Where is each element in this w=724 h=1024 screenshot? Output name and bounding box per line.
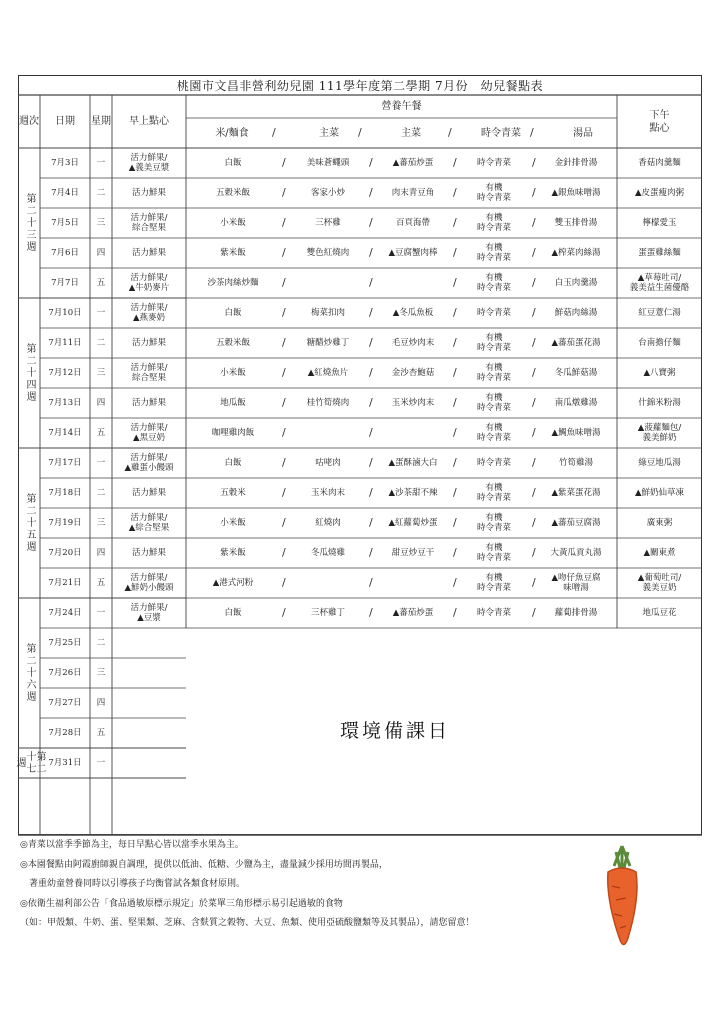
snack-cell: ▲鮮奶仙草凍 <box>634 488 685 498</box>
header-date: 日期 <box>55 116 75 127</box>
separator-slash: / <box>282 216 286 229</box>
separator-slash: / <box>369 396 373 409</box>
snack-cell: 地瓜豆花 <box>642 608 677 618</box>
soup-cell: 雙玉排骨湯 <box>554 218 598 228</box>
breakfast-cell: 活力鮮果/ ▲義美豆漿 <box>128 153 170 173</box>
header-sub: 湯品 <box>573 127 593 139</box>
snack-cell: ▲葡萄吐司/ 義美豆奶 <box>637 573 682 593</box>
date-cell: 7月17日 <box>48 458 82 468</box>
page-title: 桃園市文昌非營利幼兒園 111學年度第二學期 7月份 幼兒餐點表 <box>176 79 544 93</box>
breakfast-cell: 活力鮮果/ 綜合堅果 <box>130 363 168 383</box>
header-snack: 下午 點心 <box>649 109 670 134</box>
vegetable-cell: 有機 時令青菜 <box>476 273 511 293</box>
main-dish-cell: ▲冬瓜魚板 <box>392 308 434 318</box>
vegetable-cell: 有機 時令青菜 <box>476 573 511 593</box>
weekday-cell: 四 <box>96 398 106 408</box>
rice-cell: 白飯 <box>224 158 242 168</box>
main-dish-cell: 金沙杏鮑菇 <box>391 368 435 378</box>
separator-slash: / <box>453 576 457 589</box>
vegetable-cell: 時令青菜 <box>476 608 511 618</box>
main-dish-cell: 三杯雞丁 <box>310 608 345 618</box>
snack-cell: 紅豆薏仁湯 <box>638 308 681 318</box>
snack-cell: 香菇肉羹麵 <box>638 158 681 168</box>
separator-slash: / <box>282 366 286 379</box>
vegetable-cell: 時令青菜 <box>476 158 511 168</box>
rice-cell: 白飯 <box>224 608 242 618</box>
vegetable-cell: 有機 時令青菜 <box>476 363 511 383</box>
header-weekday: 星期 <box>91 116 111 127</box>
separator-slash: / <box>453 216 457 229</box>
weekday-cell: 三 <box>96 218 106 228</box>
rice-cell: 五穀米飯 <box>215 188 250 198</box>
soup-cell: 大黃瓜貢丸湯 <box>550 548 602 558</box>
main-dish-cell: 咕咾肉 <box>315 458 341 468</box>
weekday-cell: 三 <box>96 668 106 678</box>
snack-cell: ▲關東煮 <box>643 548 676 558</box>
vegetable-cell: 有機 時令青菜 <box>476 333 511 353</box>
main-dish-cell: ▲紅蘿蔔炒蛋 <box>388 518 438 528</box>
header-sub: 時令青菜 <box>481 127 521 139</box>
notes <box>20 836 620 934</box>
weekday-cell: 五 <box>96 428 106 438</box>
note-line: （如：甲殼類、牛奶、蛋、堅果類、芝麻、含麩質之穀物、大豆、魚類、使用亞硫酸鹽類等及其製品），請您留意！ <box>20 918 475 928</box>
breakfast-cell: 活力鮮果/ ▲豆漿 <box>130 603 168 623</box>
date-cell: 7月3日 <box>51 158 79 168</box>
main-dish-cell: 糖醋炒雞丁 <box>306 338 350 348</box>
separator-slash: / <box>532 366 536 379</box>
separator-slash: / <box>369 576 373 589</box>
main-dish-cell <box>373 268 453 298</box>
soup-cell: 蘿蔔排骨湯 <box>554 608 598 618</box>
date-cell: 7月26日 <box>48 668 82 678</box>
separator-slash: / <box>453 336 457 349</box>
vegetable-cell: 有機 時令青菜 <box>476 423 511 443</box>
separator-slash: / <box>369 486 373 499</box>
separator-slash: / <box>369 546 373 559</box>
main-dish-cell <box>285 418 371 448</box>
separator-slash: / <box>272 126 276 139</box>
separator-slash: / <box>282 486 286 499</box>
vegetable-cell: 有機 時令青菜 <box>476 183 511 203</box>
date-cell: 7月25日 <box>48 638 82 648</box>
soup-cell: ▲紫菜蛋花湯 <box>551 488 601 498</box>
date-cell: 7月13日 <box>48 398 82 408</box>
separator-slash: / <box>532 546 536 559</box>
vegetable-cell: 有機 時令青菜 <box>476 543 511 563</box>
separator-slash: / <box>453 276 457 289</box>
main-dish-cell: 紅燒肉 <box>315 518 341 528</box>
separator-slash: / <box>453 606 457 619</box>
separator-slash: / <box>453 516 457 529</box>
separator-slash: / <box>369 366 373 379</box>
main-dish-cell <box>373 418 453 448</box>
separator-slash: / <box>282 426 286 439</box>
soup-cell: ▲榨菜肉絲湯 <box>551 248 601 258</box>
main-dish-cell <box>285 568 371 598</box>
date-cell: 7月7日 <box>51 278 79 288</box>
note-line: ◎依衛生福利部公告「食品過敏原標示規定」於菜單三角形標示易引起過敏的食物 <box>20 898 343 909</box>
weekday-cell: 四 <box>96 698 106 708</box>
rice-cell: 白飯 <box>224 458 242 468</box>
rice-cell: 五穀米飯 <box>215 338 250 348</box>
weekday-cell: 二 <box>96 488 106 498</box>
separator-slash: / <box>532 156 536 169</box>
date-cell: 7月31日 <box>48 758 82 768</box>
snack-cell: 檸檬愛玉 <box>642 218 677 228</box>
main-dish-cell: ▲蛋酥滷大白 <box>388 458 438 468</box>
week-label: 第二十六週 <box>24 643 35 703</box>
separator-slash: / <box>532 306 536 319</box>
breakfast-cell: 活力鮮果 <box>131 548 166 558</box>
vegetable-cell: 有機 時令青菜 <box>476 483 511 503</box>
weekday-cell: 五 <box>96 278 106 288</box>
week-label: 第二十四週 <box>24 343 35 403</box>
breakfast-cell: 活力鮮果 <box>131 338 166 348</box>
breakfast-cell: 活力鮮果 <box>131 488 166 498</box>
separator-slash: / <box>532 486 536 499</box>
separator-slash: / <box>453 426 457 439</box>
date-cell: 7月20日 <box>48 548 82 558</box>
header-lunch: 營養午餐 <box>381 101 422 112</box>
rice-cell: 小米飯 <box>220 368 246 378</box>
main-dish-cell: 毛豆炒肉末 <box>391 338 435 348</box>
separator-slash: / <box>369 306 373 319</box>
weekday-cell: 一 <box>96 308 106 318</box>
snack-cell: 廣東粥 <box>646 518 673 528</box>
main-dish-cell: 肉末青豆角 <box>391 188 435 198</box>
separator-slash: / <box>282 246 286 259</box>
separator-slash: / <box>532 336 536 349</box>
rice-cell: 五穀米 <box>220 488 246 498</box>
environment-prep-day: 環境備課日 <box>340 720 451 742</box>
separator-slash: / <box>282 276 286 289</box>
soup-cell: ▲蕃茄蛋花湯 <box>551 338 601 348</box>
breakfast-cell: 活力鮮果 <box>131 398 166 408</box>
main-dish-cell: 玉米炒肉末 <box>391 398 435 408</box>
rice-cell: 紫米飯 <box>220 548 246 558</box>
soup-cell: 白玉肉羹湯 <box>554 278 598 288</box>
breakfast-cell: 活力鮮果/ ▲黑豆奶 <box>130 423 168 443</box>
breakfast-cell: 活力鮮果/ ▲鮮奶小饅頭 <box>124 573 174 593</box>
breakfast-cell: 活力鮮果/ ▲綜合堅果 <box>128 513 170 533</box>
header-breakfast: 早上點心 <box>129 116 169 127</box>
rice-cell: 紫米飯 <box>220 248 246 258</box>
separator-slash: / <box>532 186 536 199</box>
separator-slash: / <box>282 606 286 619</box>
breakfast-cell: 活力鮮果 <box>131 188 166 198</box>
date-cell: 7月14日 <box>48 428 82 438</box>
main-dish-cell: ▲蕃茄炒蛋 <box>392 608 434 618</box>
weekday-cell: 一 <box>96 608 106 618</box>
soup-cell: ▲銀魚味噌湯 <box>551 188 601 198</box>
date-cell: 7月24日 <box>48 608 82 618</box>
weekday-cell: 一 <box>96 158 106 168</box>
main-dish-cell <box>373 568 453 598</box>
separator-slash: / <box>532 576 536 589</box>
separator-slash: / <box>532 456 536 469</box>
date-cell: 7月28日 <box>48 728 82 738</box>
separator-slash: / <box>282 456 286 469</box>
snack-cell: 綠豆地瓜湯 <box>638 458 681 468</box>
week-label: 第二十三週 <box>24 193 35 253</box>
snack-cell: 什錦米粉湯 <box>638 398 681 408</box>
main-dish-cell: 美味蒼蠅頭 <box>306 158 350 168</box>
separator-slash: / <box>282 516 286 529</box>
vegetable-cell: 時令青菜 <box>476 458 511 468</box>
separator-slash: / <box>282 336 286 349</box>
weekday-cell: 二 <box>96 188 106 198</box>
header-week: 週次 <box>19 116 39 127</box>
separator-slash: / <box>453 156 457 169</box>
weekday-cell: 五 <box>96 578 106 588</box>
rice-cell: 咖哩雞肉飯 <box>211 428 255 438</box>
separator-slash: / <box>369 336 373 349</box>
date-cell: 7月21日 <box>48 578 82 588</box>
breakfast-cell: 活力鮮果/ ▲雞蛋小饅頭 <box>124 453 174 473</box>
snack-cell: ▲八寶粥 <box>643 368 676 378</box>
rice-cell: 白飯 <box>224 308 242 318</box>
breakfast-cell: 活力鮮果/ 綜合堅果 <box>130 213 168 233</box>
weekday-cell: 五 <box>96 728 106 738</box>
vegetable-cell: 有機 時令青菜 <box>476 213 511 233</box>
header-sub: 主菜 <box>319 127 339 139</box>
vegetable-cell: 有機 時令青菜 <box>476 393 511 413</box>
separator-slash: / <box>282 576 286 589</box>
date-cell: 7月6日 <box>51 248 79 258</box>
main-dish-cell: 百頁海帶 <box>395 218 430 228</box>
separator-slash: / <box>282 156 286 169</box>
soup-cell: ▲吻仔魚豆腐 味噌湯 <box>551 573 601 593</box>
separator-slash: / <box>453 366 457 379</box>
main-dish-cell: 客家小炒 <box>310 188 345 198</box>
weekday-cell: 四 <box>96 248 106 258</box>
rice-cell: 沙茶肉絲炒麵 <box>207 278 259 288</box>
separator-slash: / <box>453 396 457 409</box>
main-dish-cell: 甜豆炒豆干 <box>391 548 435 558</box>
separator-slash: / <box>282 186 286 199</box>
date-cell: 7月4日 <box>51 188 79 198</box>
soup-cell: 冬瓜鮮菇湯 <box>554 368 598 378</box>
separator-slash: / <box>453 186 457 199</box>
main-dish-cell: ▲沙茶甜不辣 <box>388 488 438 498</box>
breakfast-cell: 活力鮮果/ ▲燕麥奶 <box>130 303 168 323</box>
date-cell: 7月27日 <box>48 698 82 708</box>
date-cell: 7月5日 <box>51 218 79 228</box>
vegetable-cell: 有機 時令青菜 <box>476 513 511 533</box>
snack-cell: ▲皮蛋瘦肉粥 <box>634 188 685 198</box>
soup-cell: 南瓜燉雞湯 <box>554 398 598 408</box>
main-dish-cell: 桂竹筍燒肉 <box>306 398 350 408</box>
rice-cell: 小米飯 <box>220 518 246 528</box>
separator-slash: / <box>532 606 536 619</box>
main-dish-cell: 玉米肉末 <box>310 488 345 498</box>
weekday-cell: 三 <box>96 518 106 528</box>
header-sub: 主菜 <box>401 127 421 139</box>
week-label: 第二十七週 <box>14 751 45 775</box>
separator-slash: / <box>453 246 457 259</box>
breakfast-cell: 活力鮮果 <box>131 248 166 258</box>
soup-cell: 鮮菇肉絲湯 <box>554 308 598 318</box>
separator-slash: / <box>453 456 457 469</box>
main-dish-cell: ▲紅燒魚片 <box>307 368 349 378</box>
soup-cell: 金針排骨湯 <box>554 158 598 168</box>
main-dish-cell: ▲蕃茄炒蛋 <box>392 158 434 168</box>
soup-cell: ▲蕃茄豆腐湯 <box>551 518 601 528</box>
weekday-cell: 四 <box>96 548 106 558</box>
weekday-cell: 三 <box>96 368 106 378</box>
date-cell: 7月12日 <box>48 368 82 378</box>
vegetable-cell: 有機 時令青菜 <box>476 243 511 263</box>
separator-slash: / <box>369 426 373 439</box>
separator-slash: / <box>532 276 536 289</box>
main-dish-cell: 雙色紅燒肉 <box>306 248 350 258</box>
main-dish-cell: 冬瓜燒雞 <box>310 548 345 558</box>
weekday-cell: 二 <box>96 338 106 348</box>
separator-slash: / <box>369 216 373 229</box>
separator-slash: / <box>369 186 373 199</box>
soup-cell: 竹筍雞湯 <box>558 458 593 468</box>
weekday-cell: 二 <box>96 638 106 648</box>
date-cell: 7月11日 <box>48 338 82 348</box>
separator-slash: / <box>369 456 373 469</box>
separator-slash: / <box>369 276 373 289</box>
snack-cell: 台南擔仔麵 <box>638 338 681 348</box>
separator-slash: / <box>532 396 536 409</box>
main-dish-cell: 三杯雞 <box>315 218 341 228</box>
rice-cell: 小米飯 <box>220 218 246 228</box>
date-cell: 7月10日 <box>48 308 82 318</box>
date-cell: 7月18日 <box>48 488 82 498</box>
main-dish-cell: ▲豆腐蟹肉棒 <box>388 248 438 258</box>
rice-cell: 地瓜飯 <box>220 398 246 408</box>
date-cell: 7月19日 <box>48 518 82 528</box>
snack-cell: ▲菠蘿麵包/ 義美鮮奶 <box>637 423 682 443</box>
separator-slash: / <box>448 126 452 139</box>
separator-slash: / <box>282 306 286 319</box>
separator-slash: / <box>532 216 536 229</box>
separator-slash: / <box>453 486 457 499</box>
header-sub: 米/麵食 <box>215 127 249 139</box>
separator-slash: / <box>369 606 373 619</box>
separator-slash: / <box>532 246 536 259</box>
separator-slash: / <box>532 516 536 529</box>
main-dish-cell: 梅菜扣肉 <box>310 308 345 318</box>
separator-slash: / <box>369 156 373 169</box>
weekday-cell: 一 <box>96 758 106 768</box>
separator-slash: / <box>282 396 286 409</box>
soup-cell: ▲鯛魚味噌湯 <box>551 428 601 438</box>
separator-slash: / <box>453 546 457 559</box>
note-line: 著重幼童營養同時以引導孩子均衡嘗試各類食材原則。 <box>20 879 246 889</box>
separator-slash: / <box>530 126 534 139</box>
separator-slash: / <box>282 546 286 559</box>
separator-slash: / <box>358 126 362 139</box>
note-line: ◎本園餐點由阿霞廚師親自調理，提供以低油、低糖、少鹽為主，盡量減少採用坊間再製品， <box>20 859 388 870</box>
separator-slash: / <box>369 516 373 529</box>
snack-cell: ▲草莓吐司/ 義美益生菌優酪 <box>629 273 690 293</box>
weekday-cell: 一 <box>96 458 106 468</box>
separator-slash: / <box>369 246 373 259</box>
separator-slash: / <box>453 306 457 319</box>
note-line: ◎青菜以當季季節為主，每日早點心皆以當季水果為主。 <box>20 840 244 850</box>
breakfast-cell: 活力鮮果/ ▲牛奶麥片 <box>128 273 170 293</box>
separator-slash: / <box>532 426 536 439</box>
vegetable-cell: 時令青菜 <box>476 308 511 318</box>
carrot-icon <box>592 838 652 958</box>
rice-cell: ▲港式河粉 <box>212 578 254 588</box>
week-label: 第二十五週 <box>24 493 35 553</box>
main-dish-cell <box>285 268 371 298</box>
snack-cell: 蛋蛋雞絲麵 <box>638 248 681 258</box>
